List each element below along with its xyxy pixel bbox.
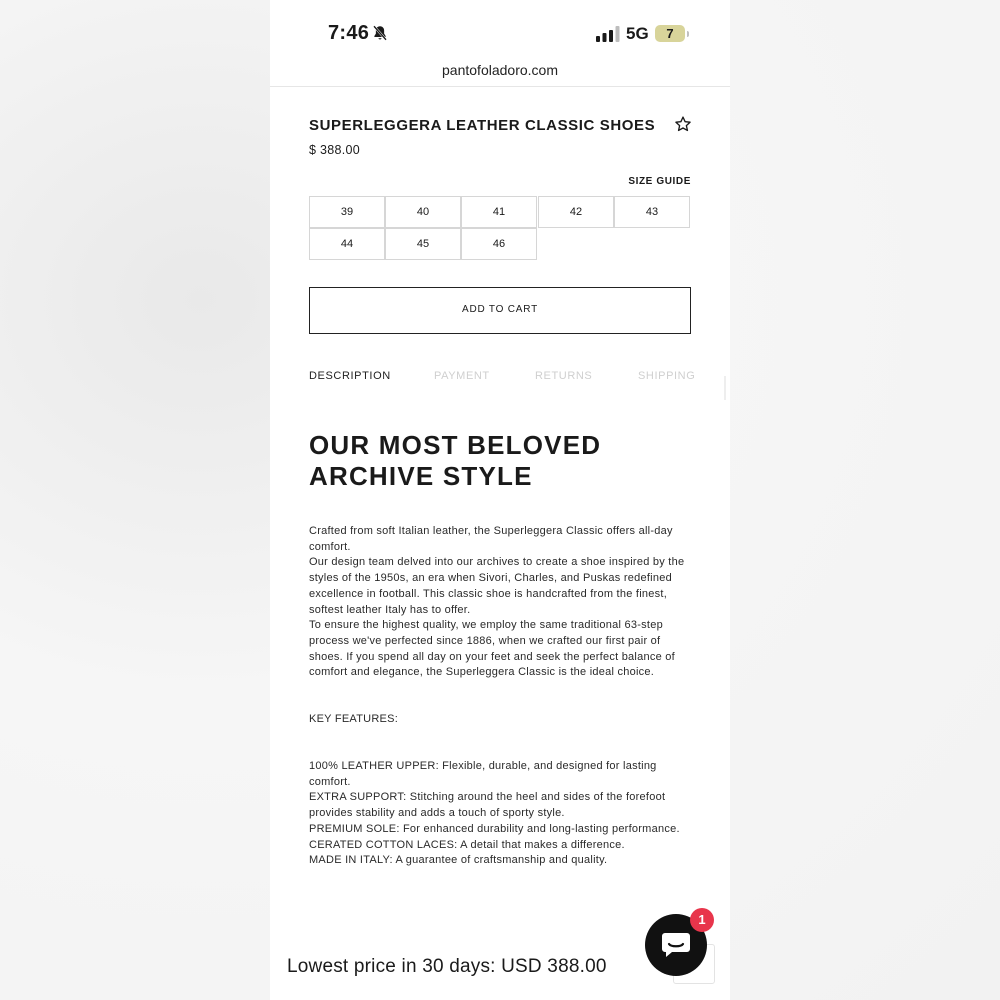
- body-line: Crafted from soft Italian leather, the Superleggera Classic offers all-day: [309, 525, 673, 537]
- feature-line: comfort.: [309, 775, 351, 788]
- lowest-price-notice: Lowest price in 30 days: USD 388.00: [287, 956, 607, 977]
- description-body: [309, 524, 691, 681]
- status-bar: [270, 0, 730, 62]
- feature-line: CERATED COTTON LACES: A detail that makes a difference.: [309, 838, 625, 851]
- chat-notification-badge: 1: [690, 908, 714, 932]
- body-line: comfort.: [309, 540, 351, 553]
- body-line: styles of the 1950s, an era when Sivori, Charles, and Puskas redefined: [309, 572, 672, 585]
- body-line: excellence in football. This classic shoe is handcrafted from the finest,: [309, 587, 667, 600]
- tabs-scroll-indicator: [724, 376, 726, 400]
- feature-line: PREMIUM SOLE: For enhanced durability and long-lasting performance.: [309, 822, 680, 835]
- tab-description[interactable]: DESCRIPTION: [309, 370, 391, 382]
- signal-icon: [596, 26, 620, 42]
- product-price: $ 388.00: [309, 143, 361, 157]
- feature-line: EXTRA SUPPORT: Stitching around the heel and sides of the forefoot: [309, 791, 666, 804]
- star-icon[interactable]: [674, 115, 692, 133]
- body-line: Our design team delved into our archives to create a shoe inspired by the: [309, 556, 685, 569]
- product-title: SUPERLEGGERA LEATHER CLASSIC SHOES: [309, 117, 656, 134]
- feature-line: MADE IN ITALY: A guarantee of craftsmanship and quality.: [309, 854, 608, 867]
- phone-screen: [270, 0, 730, 1000]
- size-option[interactable]: 43: [614, 196, 690, 228]
- key-features-list: [309, 759, 691, 869]
- chat-icon: [659, 930, 693, 960]
- body-line: comfort and elegance, the Superleggera Classic is the ideal choice.: [309, 666, 655, 679]
- size-option[interactable]: 41: [461, 196, 537, 228]
- bell-slash-icon: [371, 24, 389, 42]
- feature-line: provides stability and adds a touch of sporty style.: [309, 807, 565, 820]
- headline-line: ARCHIVE STYLE: [309, 461, 533, 491]
- feature-line: 100% LEATHER UPPER: Flexible, durable, and designed for lasting: [309, 760, 657, 772]
- battery-indicator: 7: [655, 25, 685, 42]
- body-line: shoes. If you spend all day on your feet and seek the perfect balance of: [309, 650, 675, 663]
- size-option[interactable]: 39: [309, 196, 385, 228]
- body-line: softest leather Italy has to offer.: [309, 603, 471, 616]
- tab-returns[interactable]: RETURNS: [535, 370, 593, 382]
- key-features-label: KEY FEATURES:: [309, 713, 399, 725]
- body-line: To ensure the highest quality, we employ the same traditional 63-step: [309, 619, 663, 632]
- size-option[interactable]: 44: [309, 228, 385, 260]
- size-option[interactable]: 40: [385, 196, 461, 228]
- size-option[interactable]: 42: [538, 196, 614, 228]
- size-option[interactable]: 45: [385, 228, 461, 260]
- tab-payment[interactable]: PAYMENT: [434, 370, 490, 382]
- tab-shipping[interactable]: SHIPPING: [638, 370, 696, 382]
- address-bar[interactable]: pantofoladoro.com: [442, 62, 558, 78]
- size-option[interactable]: 46: [461, 228, 537, 260]
- network-type: 5G: [626, 24, 649, 43]
- headline-line: OUR MOST BELOVED: [309, 430, 602, 460]
- add-to-cart-button[interactable]: ADD TO CART: [309, 287, 691, 334]
- description-headline: [309, 430, 691, 492]
- divider: [270, 86, 730, 87]
- size-guide-link[interactable]: SIZE GUIDE: [628, 176, 691, 187]
- info-tabs: [309, 370, 696, 384]
- body-line: process we've perfected since 1886, when we crafted our first pair of: [309, 634, 661, 647]
- status-time: 7:46: [328, 22, 370, 44]
